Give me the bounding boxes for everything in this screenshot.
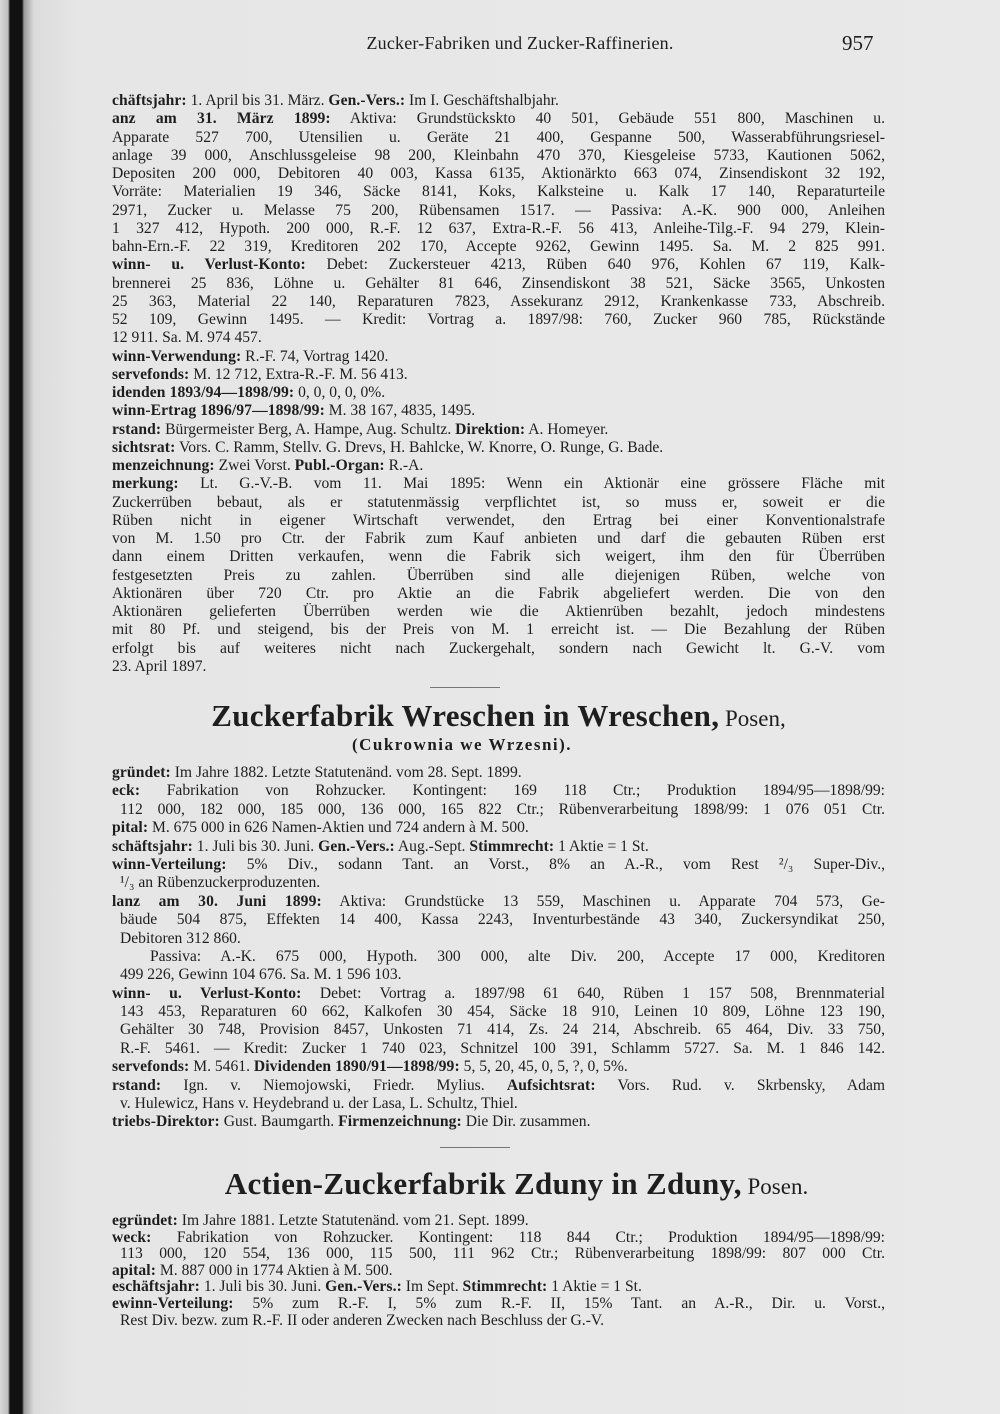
- field-text: bahn-Ern.-F. 22 319, Kreditoren 202 170, Accepte 9262, Gewinn 1495. Sa. M. 2 825 991.: [112, 238, 885, 255]
- section-divider: [430, 687, 500, 688]
- field-label: rstand:: [112, 420, 162, 438]
- text-line: [112, 819, 885, 837]
- text-line: [112, 764, 885, 782]
- field-text: M. 38 167, 4835, 1495.: [324, 402, 476, 420]
- field-text: Die Dir. zusammen.: [461, 1113, 591, 1131]
- field-label: winn-Ertrag 1896/97—1898/99:: [112, 402, 325, 420]
- text-line: [112, 1296, 885, 1313]
- field-label: weck:: [112, 1229, 152, 1246]
- field-text: Vorräte: Materialien 19 346, Säcke 8141, Koks, Kalksteine u. Kalk 17 140, Reparaturteile: [112, 183, 885, 201]
- field-text: Aktionären gelieferten Überrüben werden wie die Aktienrüben bezahlt, jedoch mindestens: [112, 603, 885, 620]
- field-text: 5% zum R.-F. I, 5% zum R.-F. II, 15% Tant. an A.-R., Dir. u. Vorst.,: [233, 1295, 885, 1312]
- field-text: 5% Div., sodann Tant. an Vorst., 8% an A.-R., vom Rest ²/₃ Super-Div.,: [226, 855, 885, 873]
- field-text: 499 226, Gewinn 104 676. Sa. M. 1 596 103.: [120, 966, 402, 984]
- field-text: 1. Juli bis 30. Juni.: [192, 837, 319, 855]
- field-label: lanz am 30. Juni 1899:: [112, 892, 322, 910]
- field-label: egründet:: [112, 1213, 178, 1229]
- field-label: servefonds:: [112, 1058, 190, 1076]
- company-region: Posen,: [719, 706, 786, 731]
- section-divider: [440, 1147, 510, 1148]
- text-line: [112, 658, 885, 676]
- field-text: Depositen 200 000, Debitoren 40 003, Kassa 6135, Aktionärkto 663 074, Zinsendiskont 32 192,: [112, 165, 885, 182]
- field-text: v. Hulewicz, Hans v. Heydebrand u. der Lasa, L. Schultz, Thiel.: [120, 1095, 518, 1113]
- field-label: sichtsrat:: [112, 438, 176, 456]
- field-text: 112 000, 182 000, 185 000, 136 000, 165 822 Ctr.; Rübenverarbeitung 1898/99: 1 076 051 Ctr.: [120, 800, 885, 818]
- field-label: Stimmrecht:: [462, 1279, 548, 1296]
- field-text: 5, 5, 20, 45, 0, 5, ?, 0, 5%.: [459, 1058, 628, 1076]
- field-text: Passiva: A.-K. 675 000, Hypoth. 300 000, alte Div. 200, Accepte 17 000, Kreditoren: [150, 947, 885, 965]
- text-line: [112, 911, 885, 929]
- running-header: Zucker-Fabriken und Zucker-Raffinerien.: [366, 33, 674, 53]
- field-label: pital:: [112, 819, 149, 837]
- field-text: Im Jahre 1881. Letzte Statutenänd. vom 21. Sept. 1899.: [177, 1213, 529, 1229]
- text-line: [112, 801, 885, 819]
- field-text: 1 Aktie = 1 St.: [554, 837, 649, 855]
- field-text: Vors. Rud. v. Skrbensky, Adam: [595, 1076, 885, 1094]
- field-label: Aufsichtsrat:: [506, 1076, 596, 1094]
- text-line: [112, 1263, 885, 1280]
- field-text: Aug.-Sept.: [394, 837, 470, 855]
- field-text: festgesetzten Preis zu zahlen. Überrüben sind alle diejenigen Rüben, welche von: [112, 566, 885, 584]
- field-text: von M. 1.50 pro Ctr. der Fabrik zum Kauf anbieten und darf die gebauten Rüben erst: [112, 530, 885, 547]
- field-label: winn- u. Verlust-Konto:: [112, 256, 306, 274]
- text-line: [112, 439, 885, 457]
- text-line: [112, 421, 885, 439]
- text-line: [112, 256, 885, 274]
- field-text: R.-F. 5461. — Kredit: Zucker 1 740 023, Schnitzel 100 391, Schlamm 5727. Sa. M. 1 846 142.: [120, 1039, 885, 1057]
- field-text: ¹/₃ an Rübenzuckerproduzenten.: [120, 874, 321, 892]
- field-text: Im Jahre 1882. Letzte Statutenänd. vom 28. Sept. 1899.: [170, 764, 522, 781]
- field-label: ewinn-Verteilung:: [112, 1295, 234, 1312]
- field-label: rstand:: [112, 1076, 162, 1094]
- field-label: merkung:: [112, 475, 179, 493]
- field-text: erfolgt bis auf weiteres nicht nach Zuckergehalt, sondern nach Gewicht lt. G.-V. vom: [112, 639, 885, 657]
- text-line: [112, 220, 885, 238]
- text-line: [112, 585, 885, 603]
- text-line: [112, 1213, 885, 1230]
- text-line: [112, 293, 885, 311]
- text-line: [112, 567, 885, 585]
- field-text: Vors. C. Ramm, Stellv. G. Drevs, H. Bahlcke, W. Knorre, O. Runge, G. Bade.: [175, 438, 664, 456]
- field-text: 52 109, Gewinn 1495. — Kredit: Vortrag a. 1897/98: 760, Zucker 960 785, Rückstände: [112, 311, 885, 328]
- company-title: Actien-Zuckerfabrik Zduny in Zduny,: [224, 1166, 742, 1201]
- field-text: Aktiva: Grundstückskto 40 501, Gebäude 551 800, Maschinen u.: [330, 110, 885, 128]
- field-text: brennerei 25 836, Löhne u. Gehälter 81 646, Zinsendiskont 38 521, Säcke 3565, Unkosten: [112, 274, 885, 292]
- field-text: 1 Aktie = 1 St.: [547, 1279, 642, 1296]
- field-label: Gen.-Vers.:: [318, 837, 395, 855]
- text-line: [112, 893, 885, 911]
- text-line: [112, 838, 885, 856]
- page-number: 957: [842, 31, 874, 55]
- field-text: Fabrikation von Rohzucker. Kontingent: 169 118 Ctr.; Produktion 1894/95—1898/99:: [140, 782, 885, 800]
- field-text: Bürgermeister Berg, A. Hampe, Aug. Schultz.: [161, 420, 456, 438]
- text-line: [112, 366, 885, 384]
- field-text: 1. Juli bis 30. Juni.: [199, 1279, 326, 1296]
- field-label: triebs-Direktor:: [112, 1113, 220, 1131]
- field-text: 12 911. Sa. M. 974 457.: [112, 329, 262, 347]
- field-text: 1. April bis 31. März.: [186, 92, 329, 109]
- field-label: Direktion:: [455, 420, 526, 438]
- text-line: [112, 966, 885, 984]
- field-text: M. 5461.: [189, 1058, 254, 1076]
- text-line: [112, 782, 885, 800]
- text-line: [112, 930, 885, 948]
- field-text: Rest Div. bezw. zum R.-F. II oder anderen Zwecken nach Beschluss der G.-V.: [120, 1312, 605, 1329]
- field-label: winn- u. Verlust-Konto:: [112, 984, 302, 1002]
- text-line: [112, 1113, 885, 1131]
- field-text: 113 000, 120 554, 136 000, 115 500, 111 962 Ctr.; Rübenverarbeitung 1898/99: 807 000 Ctr.: [120, 1246, 885, 1263]
- text-line: [112, 384, 885, 402]
- field-text: Gehälter 30 748, Provision 8457, Unkosten 71 414, Zs. 24 214, Abschreib. 65 464, Div. 33 750,: [120, 1021, 885, 1039]
- field-text: Zwei Vorst.: [214, 457, 295, 474]
- field-text: M. 887 000 in 1774 Aktien à M. 500.: [156, 1262, 393, 1279]
- text-line: [112, 640, 885, 658]
- field-text: 2971, Zucker u. Melasse 75 200, Rübensamen 1517. — Passiva: A.-K. 900 000, Anleihen: [112, 201, 885, 219]
- field-text: 25 363, Material 22 140, Reparaturen 7823, Assekuranz 2912, Krankenkasse 733, Abschreib.: [112, 292, 885, 310]
- field-label: chäftsjahr:: [112, 92, 187, 109]
- field-text: Apparate 527 700, Utensilien u. Geräte 21 400, Gespanne 500, Wasserabführungsriesel-: [112, 128, 885, 146]
- field-label: eschäftsjahr:: [112, 1279, 200, 1296]
- text-line: [112, 1095, 885, 1113]
- field-label: Publ.-Organ:: [294, 457, 385, 474]
- text-line: [112, 1040, 885, 1058]
- text-line: [112, 530, 885, 548]
- company-subtitle: (Cukrownia we Wrzesni).: [351, 735, 573, 754]
- field-text: R.-A.: [384, 457, 424, 474]
- field-text: Fabrikation von Rohzucker. Kontingent: 118 844 Ctr.; Produktion 1894/95—1898/99:: [151, 1229, 885, 1246]
- field-text: 23. April 1897.: [112, 657, 207, 675]
- text-line: [112, 311, 885, 329]
- text-line: [112, 1077, 885, 1095]
- text-line: [112, 512, 885, 530]
- text-line: [112, 874, 885, 892]
- field-text: Aktiva: Grundstücke 13 559, Maschinen u. Apparate 704 573, Ge-: [321, 892, 885, 910]
- field-text: 143 453, Reparaturen 60 662, Kalkofen 30 454, Säcke 18 910, Leinen 10 809, Löhne 123 190,: [120, 1003, 885, 1021]
- text-line: [112, 1246, 885, 1263]
- text-line: [112, 92, 885, 110]
- field-text: Zuckerrüben bebaut, als er statutenmässig verpflichtet ist, so muss er, soweit er die: [112, 493, 885, 511]
- field-text: Debet: Zuckersteuer 4213, Rüben 640 976, Kohlen 67 119, Kalk-: [305, 256, 885, 274]
- field-text: anlage 39 000, Anschlussgeleise 98 200, Kleinbahn 470 370, Kiesgeleise 5733, Kautionen 5062,: [112, 146, 885, 164]
- field-text: A. Homeyer.: [525, 420, 609, 438]
- field-label: idenden 1893/94—1898/99:: [112, 384, 295, 401]
- field-text: 0, 0, 0, 0, 0%.: [294, 384, 386, 401]
- text-line: [112, 457, 885, 475]
- text-line: [112, 147, 885, 165]
- field-text: Gust. Baumgarth.: [219, 1113, 339, 1131]
- company-title: Zuckerfabrik Wreschen in Wreschen,: [211, 698, 720, 733]
- text-line: [112, 475, 885, 493]
- field-text: Lt. G.-V.-B. vom 11. Mai 1895: Wenn ein Aktionär eine grössere Fläche mit: [178, 475, 885, 493]
- entry-wreschen: [112, 764, 885, 1132]
- text-line: [112, 275, 885, 293]
- text-line: [112, 621, 885, 639]
- text-line: [112, 402, 885, 420]
- text-line: [112, 985, 885, 1003]
- text-line: [112, 856, 885, 874]
- text-line: [112, 494, 885, 512]
- text-line: [112, 202, 885, 220]
- company-region: Posen.: [741, 1174, 809, 1199]
- field-text: dann einem Dritten verkaufen, wenn die Fabrik sich weigert, ihm den für Überrüben: [112, 548, 885, 566]
- text-line: [112, 1058, 885, 1076]
- text-line: [112, 165, 885, 183]
- text-line: [112, 110, 885, 128]
- text-line: [112, 603, 885, 621]
- text-line: [112, 129, 885, 147]
- field-text: Rüben nicht in eigener Wirtschaft verwendet, den Ertrag bei einer Konventionalstrafe: [112, 511, 885, 529]
- field-text: M. 12 712, Extra-R.-F. M. 56 413.: [189, 365, 408, 383]
- text-line: [112, 948, 885, 966]
- text-line: [112, 348, 885, 366]
- text-line: [112, 1230, 885, 1247]
- field-text: 1 327 412, Hypoth. 200 000, R.-F. 12 637, Extra-R.-F. 56 413, Anleihe-Tilg.-F. 94 279, Klein-: [112, 219, 885, 237]
- field-text: Aktionären über 720 Ctr. pro Aktie an die Fabrik abgeliefert werden. Die von den: [112, 584, 885, 602]
- field-text: Ign. v. Niemojowski, Friedr. Mylius.: [161, 1076, 507, 1094]
- field-label: menzeichnung:: [112, 457, 215, 474]
- field-label: anz am 31. März 1899:: [112, 110, 331, 128]
- company-heading-zduny: [130, 1166, 903, 1202]
- text-line: [112, 238, 885, 256]
- text-line: [112, 1279, 885, 1296]
- company-heading-wreschen: [112, 698, 885, 734]
- text-line: [112, 1003, 885, 1021]
- field-label: gründet:: [112, 764, 171, 781]
- field-label: Stimmrecht:: [469, 837, 555, 855]
- text-line: [112, 1021, 885, 1039]
- field-text: Im I. Geschäftshalbjahr.: [405, 92, 559, 109]
- text-line: [112, 183, 885, 201]
- field-label: schäftsjahr:: [112, 837, 193, 855]
- field-label: eck:: [112, 782, 141, 800]
- field-label: Dividenden 1890/91—1898/99:: [253, 1058, 460, 1076]
- field-label: Gen.-Vers.:: [325, 1279, 402, 1296]
- text-line: [112, 548, 885, 566]
- field-label: Gen.-Vers.:: [328, 92, 406, 109]
- text-line: [112, 329, 885, 347]
- field-label: apital:: [112, 1262, 157, 1279]
- field-text: R.-F. 74, Vortrag 1420.: [241, 347, 389, 365]
- field-text: bäude 504 875, Effekten 14 400, Kassa 2243, Inventurbestände 43 340, Zuckersyndikat 250,: [120, 911, 885, 929]
- field-label: winn-Verwendung:: [112, 347, 242, 365]
- field-label: winn-Verteilung:: [112, 855, 227, 873]
- field-text: Debitoren 312 860.: [120, 929, 241, 947]
- text-line: [112, 1313, 885, 1330]
- field-text: Debet: Vortrag a. 1897/98 61 640, Rüben 1 157 508, Brennmaterial: [301, 984, 885, 1002]
- entry-continued-text: [112, 92, 885, 676]
- field-label: servefonds:: [112, 365, 190, 383]
- field-text: mit 80 Pf. und steigend, bis der Preis von M. 1 erreicht ist. — Die Bezahlung der Rüben: [112, 621, 885, 639]
- field-label: Firmenzeichnung:: [338, 1113, 462, 1131]
- entry-zduny: [112, 1213, 885, 1329]
- field-text: Im Sept.: [401, 1279, 463, 1296]
- field-text: M. 675 000 in 626 Namen-Aktien und 724 andern à M. 500.: [148, 819, 529, 837]
